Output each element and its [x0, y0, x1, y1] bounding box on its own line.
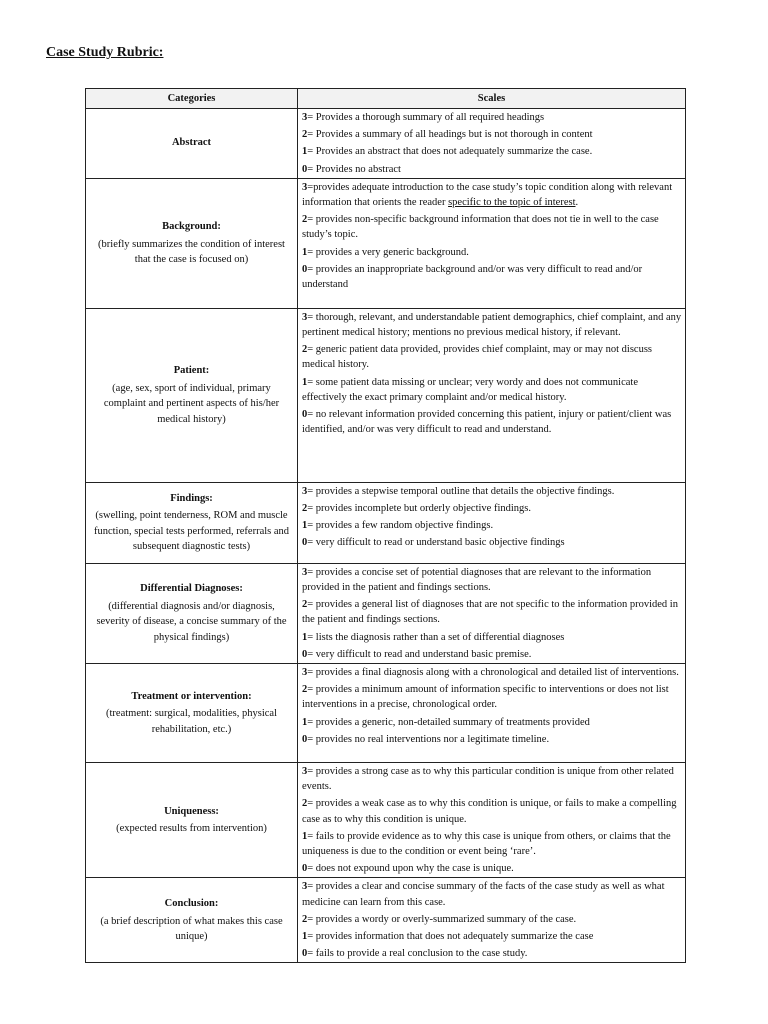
category-cell [86, 664, 298, 763]
category-cell [86, 308, 298, 482]
category-description: (treatment: surgical, modalities, physical rehabilitation, etc.) [106, 708, 277, 735]
score-value: 1 [302, 830, 308, 842]
scale-description: = Provides a summary of all headings but is not thorough in content [307, 129, 593, 141]
categories-header: Categories [86, 89, 298, 109]
scale-item [302, 829, 682, 859]
scale-description: = provides a few random objective findings. [307, 520, 494, 532]
scales-cell [298, 563, 686, 663]
score-value: 3 [302, 566, 308, 578]
table-row [86, 178, 686, 308]
score-value: 1 [302, 716, 308, 728]
scale-item [302, 212, 682, 242]
score-value: 1 [302, 931, 308, 943]
scale-item [302, 310, 682, 340]
table-header-row [86, 89, 686, 109]
score-value: 0 [302, 263, 308, 275]
score-value: 0 [302, 948, 308, 960]
score-value: 3 [302, 311, 308, 323]
score-value: 3 [302, 112, 308, 123]
scale-item [302, 535, 682, 550]
score-value: 2 [302, 344, 308, 356]
score-value: 1 [302, 631, 308, 643]
scale-description: = provides a strong case as to why this particular condition is unique from other related events. [302, 766, 674, 793]
category-description: (differential diagnosis and/or diagnosis, severity of disease, a concise summary of the physical findings) [96, 600, 287, 643]
category-cell [86, 763, 298, 878]
scale-item [302, 796, 682, 826]
score-value: 0 [302, 648, 308, 660]
score-value: 1 [302, 520, 308, 532]
score-value: 2 [302, 684, 308, 696]
scale-description: = provides incomplete but orderly objective findings. [307, 503, 531, 515]
rubric-table [85, 88, 686, 963]
category-description: (a brief description of what makes this case unique) [100, 915, 283, 943]
score-value: 0 [302, 409, 308, 421]
category-name: Treatment or intervention: [131, 690, 252, 702]
score-value: 3 [302, 881, 308, 893]
table-row [86, 482, 686, 563]
score-value: 1 [302, 376, 308, 388]
scale-description: = provides a generic, non-detailed summary of treatments provided [307, 716, 590, 728]
scale-item [302, 342, 682, 372]
scale-item [302, 144, 682, 159]
scale-item [302, 518, 682, 533]
scale-item [302, 879, 682, 909]
scales-cell [298, 482, 686, 563]
score-value: 2 [302, 214, 308, 226]
scale-description: = provides a minimum amount of information specific to interventions or does not list interventions in a precise, chronological order. [302, 684, 669, 711]
category-name: Differential Diagnoses: [140, 583, 243, 595]
score-value: 0 [302, 733, 308, 745]
scale-description: = no relevant information provided concerning this patient, injury or patient/client was identified, and/or was very difficult to read and understand. [302, 409, 672, 436]
scales-cell [298, 878, 686, 963]
scale-item [302, 501, 682, 516]
table-row [86, 109, 686, 179]
score-value: 1 [302, 246, 308, 258]
scale-item [302, 262, 682, 292]
scale-item [302, 245, 682, 260]
trailing-text: . [575, 197, 579, 209]
category-cell [86, 109, 298, 179]
scale-item [302, 764, 682, 794]
scale-description: = Provides a thorough summary of all required headings [307, 112, 545, 123]
scales-cell [298, 664, 686, 763]
scale-item [302, 682, 682, 712]
scale-description: = provides a wordy or overly-summarized summary of the case. [307, 913, 577, 925]
scale-item [302, 407, 682, 437]
score-value: 0 [302, 863, 308, 875]
score-value: 2 [302, 798, 308, 810]
scale-description: = provides a general list of diagnoses that are not specific to the information provided in the patient and findings sections. [302, 599, 678, 626]
scale-item [302, 630, 682, 645]
category-cell [86, 878, 298, 963]
score-value: 0 [302, 537, 308, 549]
category-cell [86, 482, 298, 563]
category-name: Conclusion: [164, 898, 219, 910]
scales-header: Scales [298, 89, 686, 109]
scale-description: = lists the diagnosis rather than a set of differential diagnoses [307, 631, 565, 643]
category-description: (briefly summarizes the condition of interest that the case is focused on) [98, 238, 285, 266]
scale-item [302, 861, 682, 876]
table-row [86, 664, 686, 763]
scale-item [302, 127, 682, 142]
category-name: Uniqueness: [164, 805, 219, 817]
scale-description: = fails to provide a real conclusion to the case study. [307, 948, 528, 960]
scale-description: = very difficult to read or understand basic objective findings [307, 537, 565, 549]
scale-item [302, 715, 682, 730]
scale-description: = provides a weak case as to why this condition is unique, or fails to make a compelling case as to why this condition is unique. [302, 798, 677, 825]
scale-description: = does not expound upon why the case is unique. [307, 863, 514, 875]
scale-description: = provides a final diagnosis along with a chronological and detailed list of interventions. [307, 667, 679, 679]
scale-item [302, 110, 682, 125]
scale-description: = thorough, relevant, and understandable patient demographics, chief complaint, and any pertinent medical history; mentions no previous medical history, if relevant. [302, 311, 682, 339]
scale-description: = provides an inappropriate background and/or was very difficult to read and/or understand [302, 263, 643, 291]
scale-description: = very difficult to read and understand basic premise. [307, 648, 532, 660]
category-description: (age, sex, sport of individual, primary complaint and pertinent aspects of his/her medical history) [103, 382, 280, 425]
table-row [86, 563, 686, 663]
score-value: 2 [302, 129, 308, 141]
scales-cell [298, 109, 686, 179]
category-cell [86, 178, 298, 308]
scale-description: = provides a stepwise temporal outline that details the objective findings. [307, 485, 615, 497]
scale-description: = provides information that does not adequately summarize the case [307, 931, 594, 943]
scale-item [302, 597, 682, 627]
score-value: 2 [302, 913, 308, 925]
scale-item [302, 565, 682, 595]
scales-cell [298, 308, 686, 482]
table-row [86, 763, 686, 878]
category-cell [86, 563, 298, 663]
scale-item [302, 647, 682, 662]
scale-description: = provides a clear and concise summary of the facts of the case study as well as what medicine can learn from this case. [302, 881, 665, 908]
score-value: 3 [302, 667, 308, 679]
score-value: 1 [302, 146, 308, 158]
category-description: (expected results from intervention) [116, 823, 267, 835]
table-row [86, 878, 686, 963]
score-value: 3 [302, 485, 308, 497]
scale-item [302, 732, 682, 747]
score-value: 2 [302, 599, 308, 611]
scale-description: = some patient data missing or unclear; very wordy and does not communicate effectively the exact primary complaint and/or medical history. [302, 376, 638, 403]
scale-description: = Provides no abstract [307, 163, 401, 175]
scale-description: = Provides an abstract that does not adequately summarize the case. [307, 146, 593, 158]
scale-item [302, 946, 682, 961]
scale-description: = provides non-specific background information that does not tie in well to the case study’s topic. [302, 214, 659, 241]
scale-item [302, 484, 682, 499]
score-value: 0 [302, 163, 308, 175]
category-name: Abstract [171, 136, 212, 148]
scale-description: =provides adequate introduction to the case study’s topic condition along with relevant information that orients the reader [302, 181, 673, 209]
scale-description: = provides a very generic background. [307, 246, 469, 258]
category-name: Findings: [170, 492, 213, 504]
score-value: 3 [302, 766, 308, 778]
rubric-body [86, 109, 686, 963]
emphasized-text: specific to the topic of interest [448, 197, 576, 209]
scale-item [302, 929, 682, 944]
table-row [86, 308, 686, 482]
page-title: Case Study Rubric: [46, 45, 164, 60]
scale-item [302, 375, 682, 405]
scale-item [302, 180, 682, 210]
scales-cell [298, 763, 686, 878]
scale-description: = fails to provide evidence as to why this case is unique from others, or claims that the uniqueness is due to the condition or event being ‘rare’. [302, 830, 671, 858]
category-description: (swelling, point tenderness, ROM and muscle function, special tests performed, referrals and subsequent diagnostic tests) [93, 510, 290, 553]
category-name: Patient: [173, 365, 210, 377]
scale-item [302, 162, 682, 177]
score-value: 3 [302, 181, 308, 193]
scale-item [302, 665, 682, 680]
score-value: 2 [302, 503, 308, 515]
scale-description: = generic patient data provided, provides chief complaint, may or may not discuss medical history. [302, 344, 652, 371]
scales-cell [298, 178, 686, 308]
category-name: Background: [162, 221, 221, 233]
scale-description: = provides no real interventions nor a legitimate timeline. [307, 733, 550, 745]
scale-description: = provides a concise set of potential diagnoses that are relevant to the information provided in the patient and findings sections. [302, 566, 652, 594]
scale-item [302, 912, 682, 927]
